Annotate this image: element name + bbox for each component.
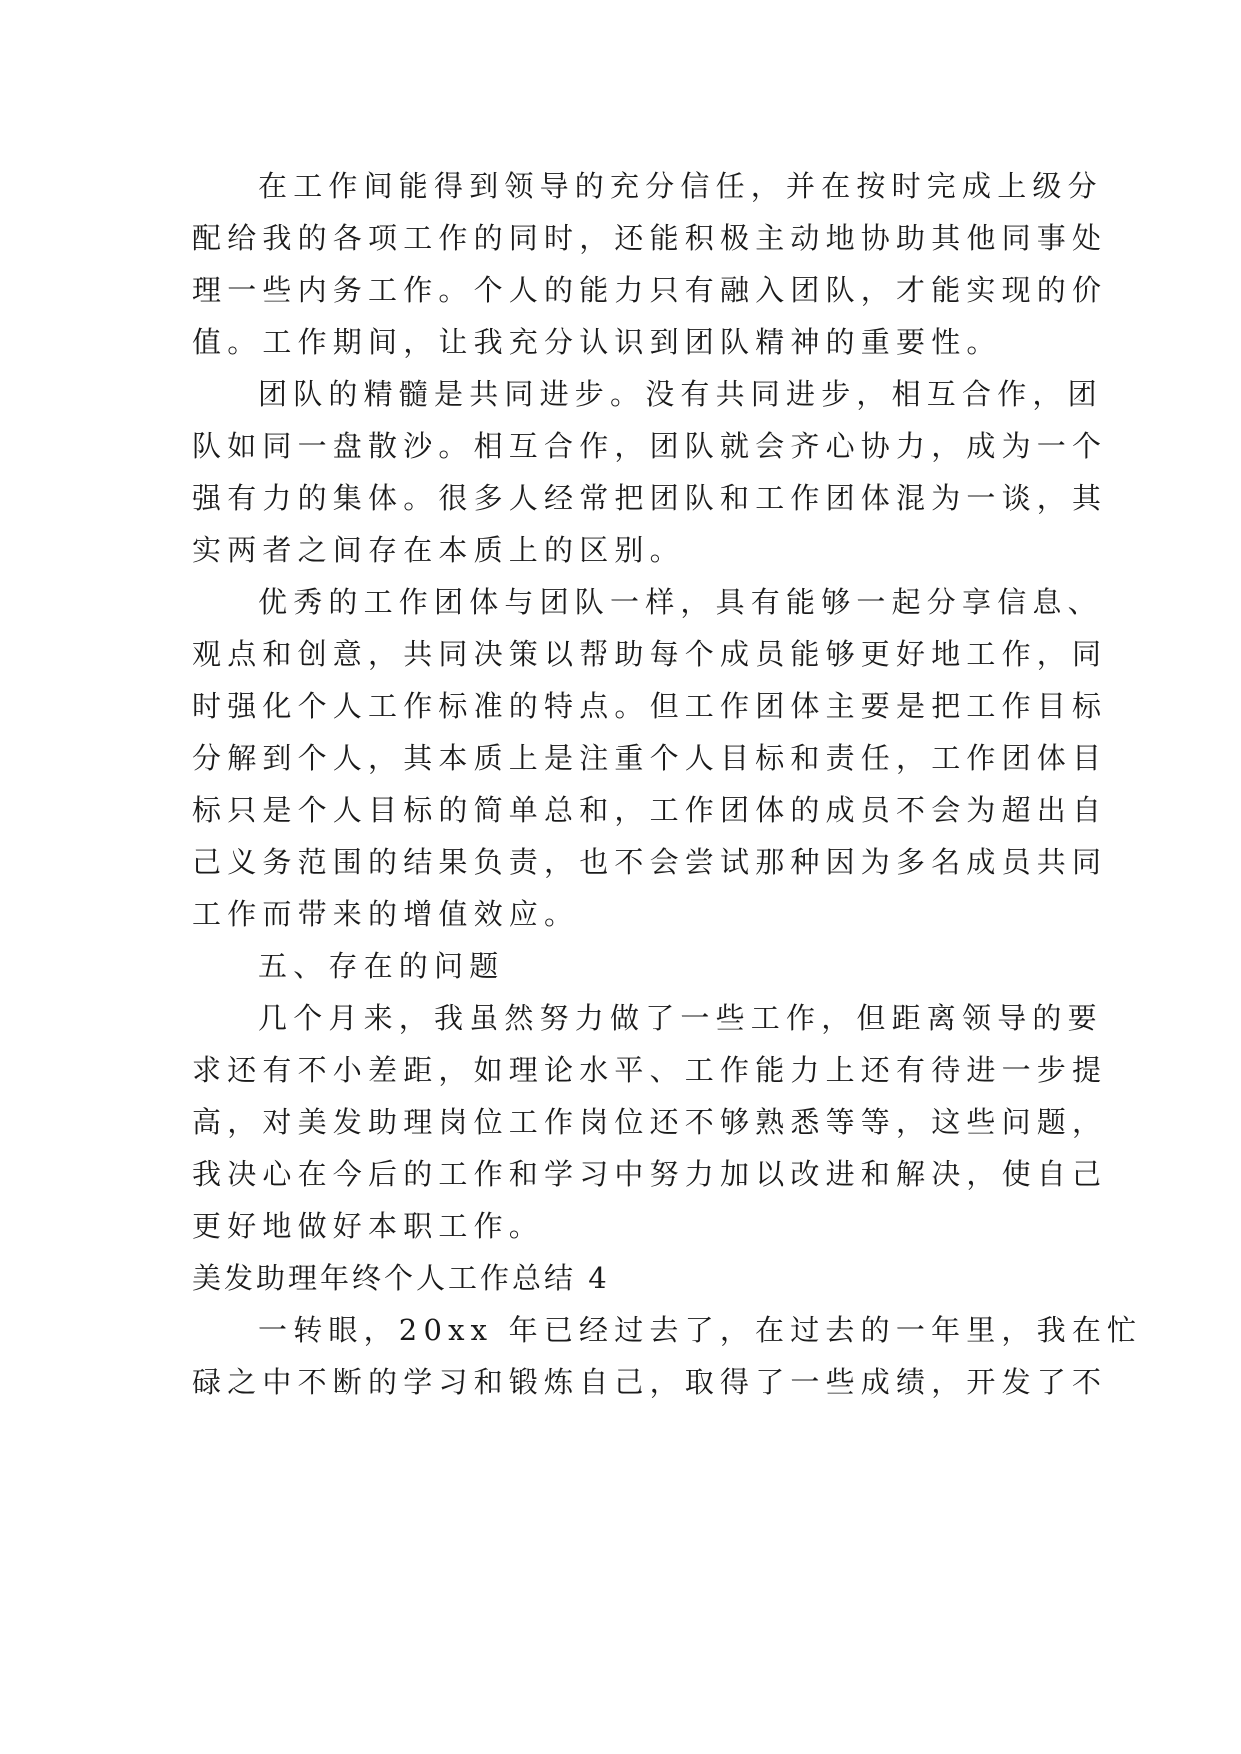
paragraph-1-line-4: 值。工作期间，让我充分认识到团队精神的重要性。 [192, 325, 1002, 359]
paragraph-1-line-2: 配给我的各项工作的同时，还能积极主动地协助其他同事处 [192, 221, 1108, 255]
paragraph-5-line-2: 碌之中不断的学习和锻炼自己，取得了一些成绩，开发了不 [192, 1365, 1108, 1399]
paragraph-4-line-1: 几个月来，我虽然努力做了一些工作，但距离领导的要 [258, 1001, 1103, 1035]
paragraph-4-line-4: 我决心在今后的工作和学习中努力加以改进和解决，使自己 [192, 1157, 1108, 1191]
paragraph-4-line-2: 求还有不小差距，如理论水平、工作能力上还有待进一步提 [192, 1053, 1108, 1087]
paragraph-3-line-1: 优秀的工作团体与团队一样，具有能够一起分享信息、 [258, 585, 1103, 619]
paragraph-3-line-2: 观点和创意，共同决策以帮助每个成员能够更好地工作，同 [192, 637, 1108, 671]
article-title: 美发助理年终个人工作总结 4 [192, 1261, 610, 1295]
paragraph-1-line-3: 理一些内务工作。个人的能力只有融入团队，才能实现的价 [192, 273, 1108, 307]
paragraph-3-line-3: 时强化个人工作标准的特点。但工作团体主要是把工作目标 [192, 689, 1108, 723]
paragraph-2-line-1: 团队的精髓是共同进步。没有共同进步，相互合作，团 [258, 377, 1103, 411]
paragraph-4-line-5: 更好地做好本职工作。 [192, 1209, 545, 1243]
paragraph-2-line-4: 实两者之间存在本质上的区别。 [192, 533, 685, 567]
paragraph-3-line-4: 分解到个人，其本质上是注重个人目标和责任，工作团体目 [192, 741, 1108, 775]
paragraph-3-line-5: 标只是个人目标的简单总和，工作团体的成员不会为超出自 [192, 793, 1108, 827]
paragraph-2-line-2: 队如同一盘散沙。相互合作，团队就会齐心协力，成为一个 [192, 429, 1108, 463]
paragraph-4-line-3: 高，对美发助理岗位工作岗位还不够熟悉等等，这些问题， [192, 1105, 1108, 1139]
paragraph-1-line-1: 在工作间能得到领导的充分信任，并在按时完成上级分 [258, 169, 1103, 203]
paragraph-3-line-6: 己义务范围的结果负责，也不会尝试那种因为多名成员共同 [192, 845, 1108, 879]
paragraph-2-line-3: 强有力的集体。很多人经常把团队和工作团体混为一谈，其 [192, 481, 1108, 515]
section-heading: 五、存在的问题 [258, 949, 505, 983]
paragraph-3-line-7: 工作而带来的增值效应。 [192, 897, 580, 931]
paragraph-5-line-1: 一转眼，20xx 年已经过去了，在过去的一年里，我在忙 [258, 1313, 1143, 1347]
